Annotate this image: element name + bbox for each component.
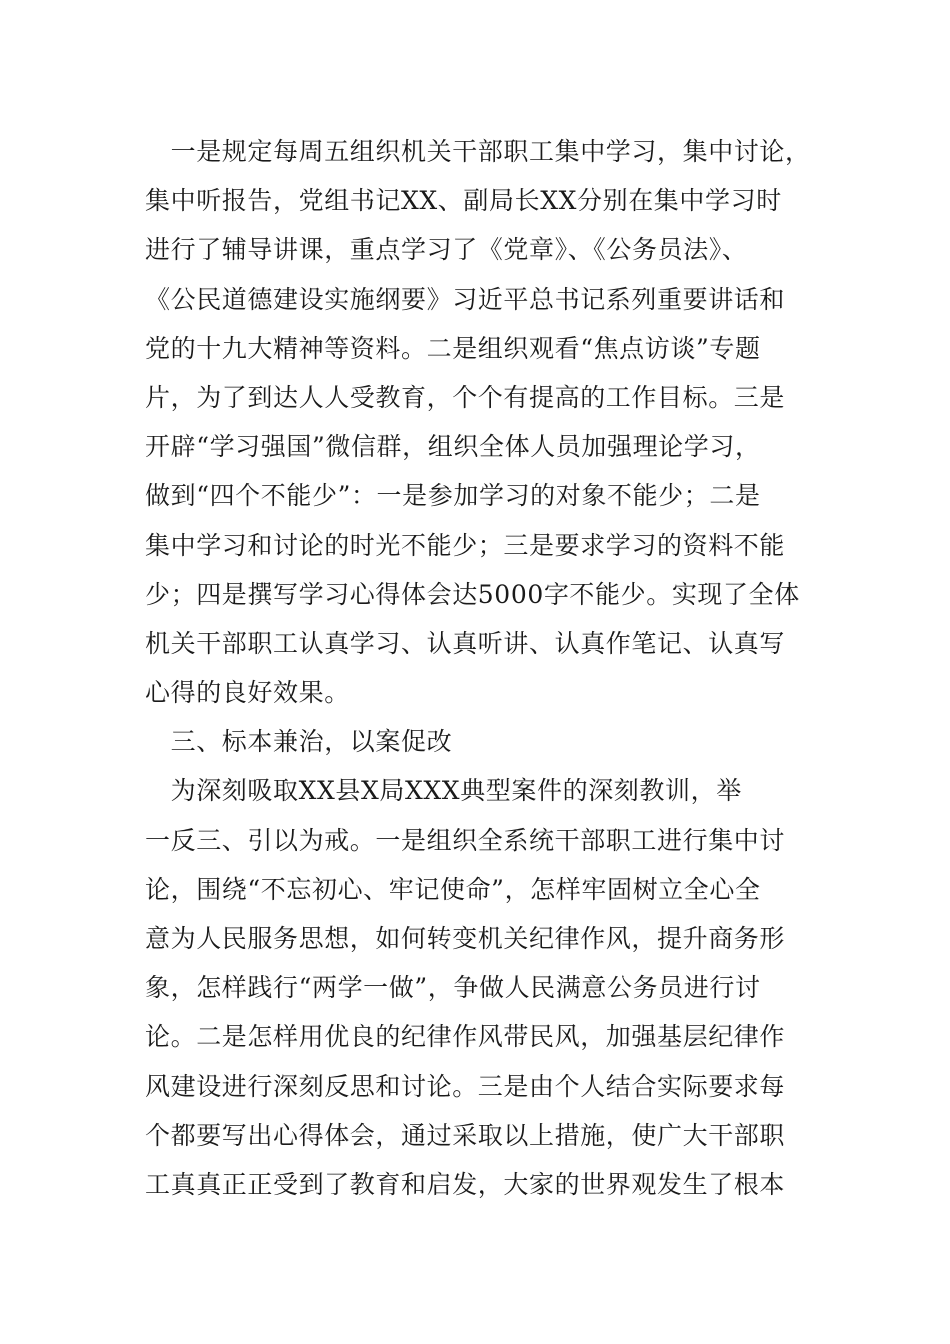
- paragraph-line: 集中听报告，党组书记XX、副局长XX分别在集中学习时: [145, 186, 782, 216]
- paragraph-line: 个都要写出心得体会，通过采取以上措施，使广大干部职: [145, 1120, 786, 1150]
- paragraph-line: 少；四是撰写学习心得体会达5000字不能少。实现了全体: [145, 579, 800, 609]
- paragraph-study-measures: [145, 127, 815, 717]
- paragraph-line: 心得的良好效果。: [145, 678, 350, 708]
- paragraph-line: 片，为了到达人人受教育，个个有提高的工作目标。三是: [145, 382, 786, 412]
- paragraph-line: 论，围绕“不忘初心、牢记使命”，怎样牢固树立全心全: [145, 874, 761, 904]
- paragraph-line: 论。二是怎样用优良的纪律作风带民风，加强基层纪律作: [145, 1022, 786, 1052]
- paragraph-line: 风建设进行深刻反思和讨论。三是由个人结合实际要求每: [145, 1071, 786, 1101]
- paragraph-case-reform: [145, 766, 815, 1209]
- paragraph-line: 进行了辅导讲课，重点学习了《党章》、《公务员法》、: [145, 235, 748, 265]
- paragraph-line: 一是规定每周五组织机关干部职工集中学习，集中讨论，: [145, 137, 811, 166]
- section-heading: 三、标本兼治，以案促改: [145, 727, 453, 757]
- paragraph-line: 象，怎样践行“两学一做”，争做人民满意公务员进行讨: [145, 973, 761, 1003]
- paragraph-line: 为深刻吸取XX县X局XXX典型案件的深刻教训，举: [145, 776, 742, 806]
- document-body: [145, 127, 815, 1209]
- paragraph-line: 工真真正正受到了教育和启发，大家的世界观发生了根本: [145, 1169, 786, 1199]
- paragraph-line: 集中学习和讨论的时光不能少；三是要求学习的资料不能: [145, 530, 786, 560]
- paragraph-line: 机关干部职工认真学习、认真听讲、认真作笔记、认真写: [145, 628, 786, 658]
- paragraph-line: 党的十九大精神等资料。二是组织观看“焦点访谈”专题: [145, 333, 761, 363]
- paragraph-line: 开辟“学习强国”微信群，组织全体人员加强理论学习，: [145, 432, 761, 462]
- paragraph-line: 一反三、引以为戒。一是组织全系统干部职工进行集中讨: [145, 825, 786, 855]
- paragraph-line: 做到“四个不能少”：一是参加学习的对象不能少；二是: [145, 481, 761, 511]
- paragraph-line: 《公民道德建设实施纲要》习近平总书记系列重要讲话和: [145, 284, 786, 314]
- paragraph-line: 意为人民服务思想，如何转变机关纪律作风，提升商务形: [145, 924, 786, 953]
